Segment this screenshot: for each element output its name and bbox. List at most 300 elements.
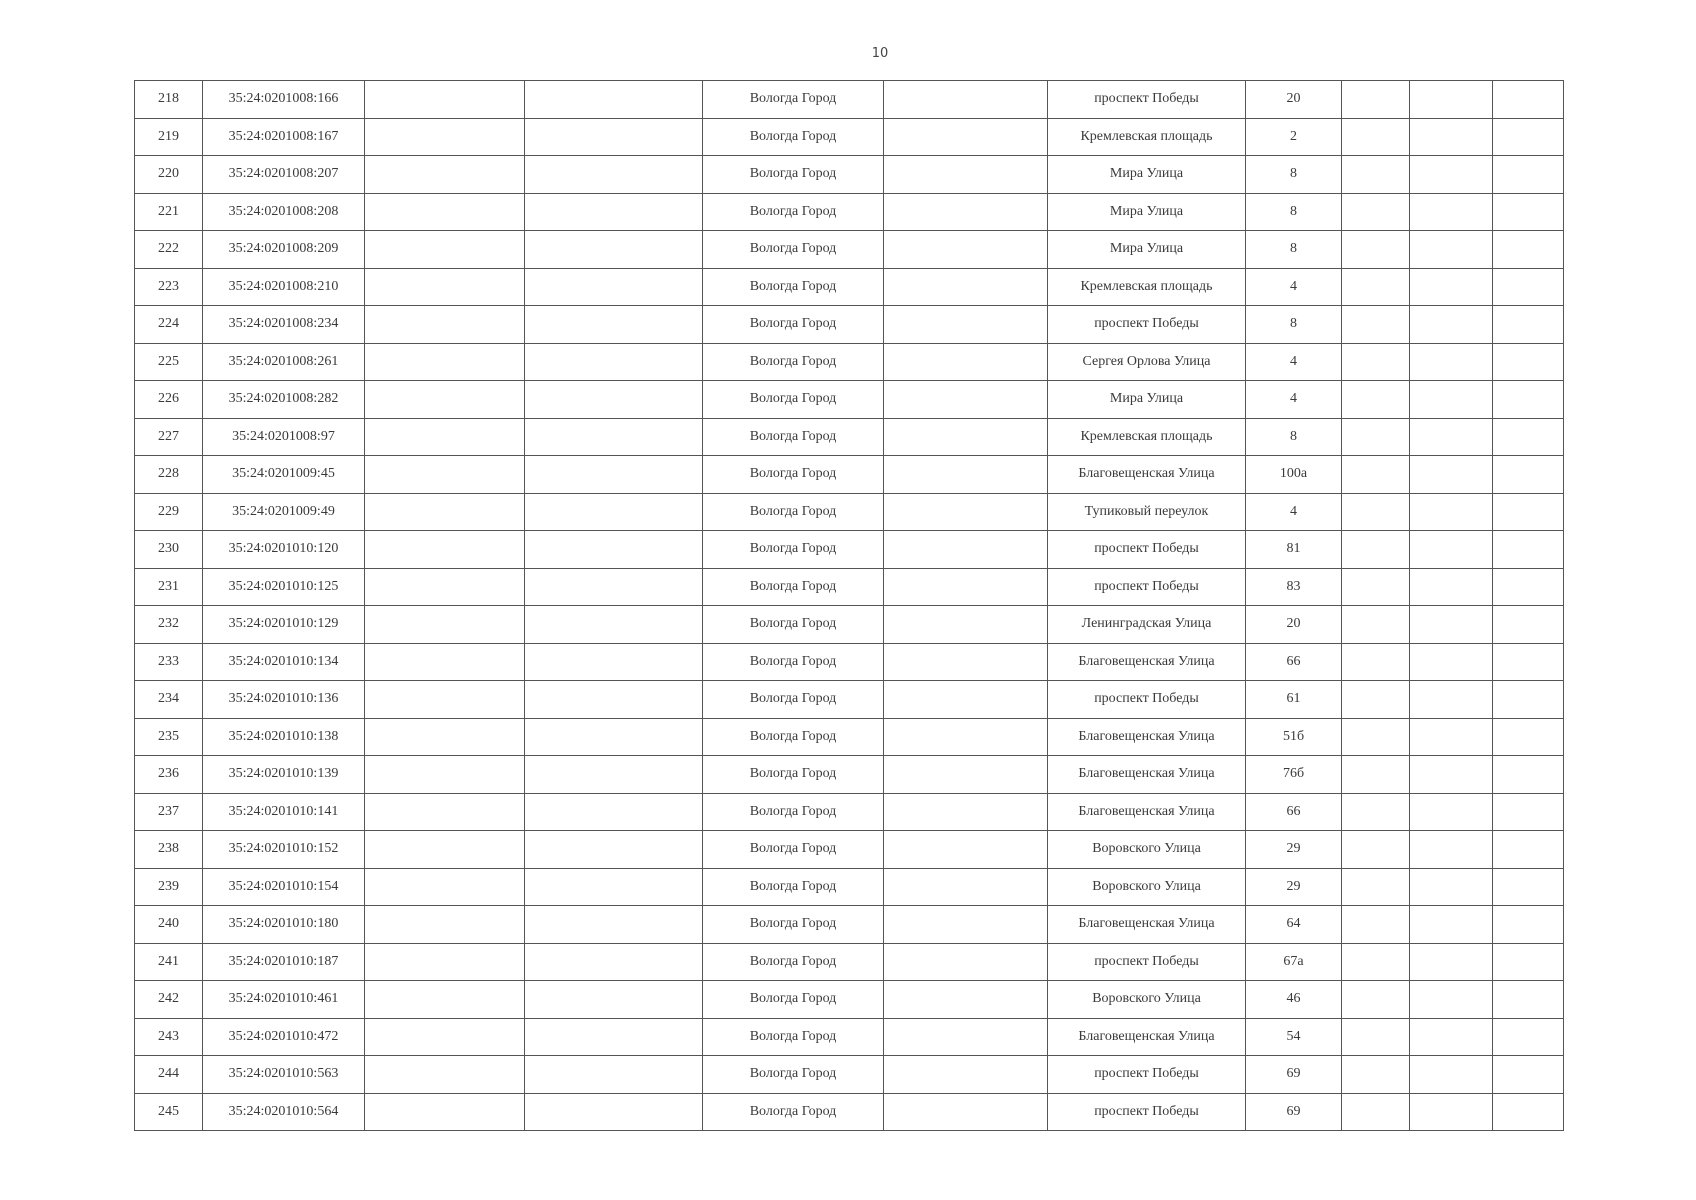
house-number-cell: 61: [1246, 681, 1342, 719]
empty-cell: [1410, 156, 1493, 194]
cadastral-number-cell: 35:24:0201008:97: [203, 418, 365, 456]
cadastral-number-cell: 35:24:0201010:564: [203, 1093, 365, 1131]
empty-cell: [884, 306, 1048, 344]
table-row: [135, 156, 1564, 194]
empty-cell: [884, 1018, 1048, 1056]
empty-cell: [1342, 643, 1410, 681]
row-number-cell: 237: [135, 793, 203, 831]
cadastral-number-cell: 35:24:0201010:120: [203, 531, 365, 569]
empty-cell: [1342, 418, 1410, 456]
house-number-cell: 54: [1246, 1018, 1342, 1056]
cadastral-number-cell: 35:24:0201010:136: [203, 681, 365, 719]
cadastral-number-cell: 35:24:0201010:461: [203, 981, 365, 1019]
empty-cell: [1493, 568, 1564, 606]
empty-cell: [1493, 343, 1564, 381]
empty-cell: [365, 681, 525, 719]
street-cell: Благовещенская Улица: [1048, 906, 1246, 944]
house-number-cell: 100а: [1246, 456, 1342, 494]
city-cell: Вологда Город: [703, 381, 884, 419]
table-row: [135, 943, 1564, 981]
table-row: [135, 981, 1564, 1019]
empty-cell: [1342, 793, 1410, 831]
house-number-cell: 83: [1246, 568, 1342, 606]
empty-cell: [1342, 718, 1410, 756]
empty-cell: [1342, 943, 1410, 981]
city-cell: Вологда Город: [703, 606, 884, 644]
city-cell: Вологда Город: [703, 268, 884, 306]
row-number-cell: 230: [135, 531, 203, 569]
empty-cell: [1493, 831, 1564, 869]
empty-cell: [1342, 268, 1410, 306]
empty-cell: [525, 868, 703, 906]
empty-cell: [365, 906, 525, 944]
empty-cell: [1410, 81, 1493, 119]
empty-cell: [1493, 1093, 1564, 1131]
table-row: [135, 193, 1564, 231]
street-cell: проспект Победы: [1048, 1056, 1246, 1094]
cadastral-number-cell: 35:24:0201010:180: [203, 906, 365, 944]
empty-cell: [1493, 793, 1564, 831]
city-cell: Вологда Город: [703, 418, 884, 456]
empty-cell: [365, 568, 525, 606]
row-number-cell: 218: [135, 81, 203, 119]
cadastral-number-cell: 35:24:0201009:49: [203, 493, 365, 531]
empty-cell: [1410, 1018, 1493, 1056]
house-number-cell: 46: [1246, 981, 1342, 1019]
house-number-cell: 8: [1246, 418, 1342, 456]
row-number-cell: 225: [135, 343, 203, 381]
city-cell: Вологда Город: [703, 1093, 884, 1131]
table-row: [135, 268, 1564, 306]
table-row: [135, 868, 1564, 906]
cadastral-number-cell: 35:24:0201008:261: [203, 343, 365, 381]
empty-cell: [1493, 268, 1564, 306]
empty-cell: [1493, 381, 1564, 419]
empty-cell: [1410, 231, 1493, 269]
empty-cell: [1342, 1018, 1410, 1056]
house-number-cell: 69: [1246, 1093, 1342, 1131]
empty-cell: [525, 156, 703, 194]
empty-cell: [1493, 1056, 1564, 1094]
empty-cell: [884, 831, 1048, 869]
empty-cell: [365, 793, 525, 831]
city-cell: Вологда Город: [703, 493, 884, 531]
street-cell: Тупиковый переулок: [1048, 493, 1246, 531]
house-number-cell: 4: [1246, 343, 1342, 381]
city-cell: Вологда Город: [703, 531, 884, 569]
table-row: [135, 81, 1564, 119]
house-number-cell: 51б: [1246, 718, 1342, 756]
empty-cell: [1410, 718, 1493, 756]
empty-cell: [525, 268, 703, 306]
empty-cell: [884, 981, 1048, 1019]
row-number-cell: 227: [135, 418, 203, 456]
empty-cell: [884, 156, 1048, 194]
empty-cell: [365, 1093, 525, 1131]
city-cell: Вологда Город: [703, 231, 884, 269]
city-cell: Вологда Город: [703, 681, 884, 719]
row-number-cell: 242: [135, 981, 203, 1019]
empty-cell: [1493, 756, 1564, 794]
empty-cell: [365, 606, 525, 644]
house-number-cell: 81: [1246, 531, 1342, 569]
empty-cell: [1342, 118, 1410, 156]
city-cell: Вологда Город: [703, 456, 884, 494]
street-cell: проспект Победы: [1048, 943, 1246, 981]
city-cell: Вологда Город: [703, 943, 884, 981]
empty-cell: [1410, 981, 1493, 1019]
table-row: [135, 756, 1564, 794]
house-number-cell: 4: [1246, 493, 1342, 531]
empty-cell: [884, 681, 1048, 719]
street-cell: Воровского Улица: [1048, 981, 1246, 1019]
house-number-cell: 29: [1246, 831, 1342, 869]
city-cell: Вологда Город: [703, 306, 884, 344]
street-cell: Благовещенская Улица: [1048, 456, 1246, 494]
cadastral-number-cell: 35:24:0201008:209: [203, 231, 365, 269]
empty-cell: [884, 568, 1048, 606]
empty-cell: [525, 681, 703, 719]
cadastral-number-cell: 35:24:0201010:563: [203, 1056, 365, 1094]
empty-cell: [1410, 756, 1493, 794]
city-cell: Вологда Город: [703, 868, 884, 906]
house-number-cell: 20: [1246, 606, 1342, 644]
empty-cell: [1410, 681, 1493, 719]
row-number-cell: 241: [135, 943, 203, 981]
cadastral-number-cell: 35:24:0201010:125: [203, 568, 365, 606]
empty-cell: [1410, 193, 1493, 231]
empty-cell: [1342, 456, 1410, 494]
empty-cell: [884, 493, 1048, 531]
empty-cell: [525, 193, 703, 231]
city-cell: Вологда Город: [703, 1056, 884, 1094]
empty-cell: [365, 418, 525, 456]
table-row: [135, 343, 1564, 381]
empty-cell: [1493, 306, 1564, 344]
empty-cell: [525, 568, 703, 606]
empty-cell: [525, 418, 703, 456]
street-cell: Мира Улица: [1048, 231, 1246, 269]
empty-cell: [365, 231, 525, 269]
empty-cell: [1410, 606, 1493, 644]
street-cell: Благовещенская Улица: [1048, 643, 1246, 681]
table-row: [135, 456, 1564, 494]
empty-cell: [525, 793, 703, 831]
empty-cell: [884, 418, 1048, 456]
empty-cell: [884, 118, 1048, 156]
empty-cell: [1493, 156, 1564, 194]
cadastral-number-cell: 35:24:0201010:129: [203, 606, 365, 644]
cadastral-number-cell: 35:24:0201008:210: [203, 268, 365, 306]
cadastral-number-cell: 35:24:0201009:45: [203, 456, 365, 494]
city-cell: Вологда Город: [703, 568, 884, 606]
empty-cell: [1493, 943, 1564, 981]
empty-cell: [525, 1056, 703, 1094]
row-number-cell: 224: [135, 306, 203, 344]
page-number: 10: [871, 46, 889, 61]
empty-cell: [525, 531, 703, 569]
row-number-cell: 240: [135, 906, 203, 944]
empty-cell: [1493, 643, 1564, 681]
empty-cell: [1410, 418, 1493, 456]
empty-cell: [1342, 868, 1410, 906]
street-cell: Мира Улица: [1048, 381, 1246, 419]
empty-cell: [1342, 906, 1410, 944]
empty-cell: [884, 756, 1048, 794]
table-row: [135, 231, 1564, 269]
row-number-cell: 222: [135, 231, 203, 269]
city-cell: Вологда Город: [703, 343, 884, 381]
street-cell: Благовещенская Улица: [1048, 1018, 1246, 1056]
empty-cell: [1493, 868, 1564, 906]
table-row: [135, 1093, 1564, 1131]
empty-cell: [1410, 381, 1493, 419]
cadastral-number-cell: 35:24:0201010:152: [203, 831, 365, 869]
cadastral-number-cell: 35:24:0201008:282: [203, 381, 365, 419]
table-row: [135, 118, 1564, 156]
table-row: [135, 418, 1564, 456]
street-cell: Сергея Орлова Улица: [1048, 343, 1246, 381]
city-cell: Вологда Город: [703, 793, 884, 831]
row-number-cell: 229: [135, 493, 203, 531]
empty-cell: [1493, 718, 1564, 756]
empty-cell: [1410, 531, 1493, 569]
empty-cell: [365, 981, 525, 1019]
empty-cell: [884, 793, 1048, 831]
row-number-cell: 219: [135, 118, 203, 156]
row-number-cell: 234: [135, 681, 203, 719]
empty-cell: [1410, 268, 1493, 306]
table-row: [135, 1018, 1564, 1056]
empty-cell: [525, 1018, 703, 1056]
empty-cell: [365, 193, 525, 231]
empty-cell: [1342, 756, 1410, 794]
empty-cell: [1493, 681, 1564, 719]
cadastral-number-cell: 35:24:0201008:167: [203, 118, 365, 156]
city-cell: Вологда Город: [703, 981, 884, 1019]
city-cell: Вологда Город: [703, 193, 884, 231]
empty-cell: [884, 268, 1048, 306]
empty-cell: [1410, 306, 1493, 344]
empty-cell: [365, 718, 525, 756]
house-number-cell: 66: [1246, 793, 1342, 831]
empty-cell: [1342, 531, 1410, 569]
city-cell: Вологда Город: [703, 906, 884, 944]
empty-cell: [1493, 193, 1564, 231]
empty-cell: [1493, 231, 1564, 269]
row-number-cell: 232: [135, 606, 203, 644]
street-cell: проспект Победы: [1048, 81, 1246, 119]
empty-cell: [1493, 418, 1564, 456]
house-number-cell: 2: [1246, 118, 1342, 156]
empty-cell: [1410, 118, 1493, 156]
street-cell: Воровского Улица: [1048, 868, 1246, 906]
cadastral-number-cell: 35:24:0201008:207: [203, 156, 365, 194]
empty-cell: [1410, 868, 1493, 906]
empty-cell: [1493, 606, 1564, 644]
house-number-cell: 4: [1246, 381, 1342, 419]
empty-cell: [1342, 193, 1410, 231]
cadastral-number-cell: 35:24:0201010:141: [203, 793, 365, 831]
row-number-cell: 220: [135, 156, 203, 194]
empty-cell: [1493, 456, 1564, 494]
street-cell: проспект Победы: [1048, 1093, 1246, 1131]
empty-cell: [1342, 306, 1410, 344]
empty-cell: [1410, 906, 1493, 944]
empty-cell: [1342, 381, 1410, 419]
street-cell: Воровского Улица: [1048, 831, 1246, 869]
empty-cell: [884, 906, 1048, 944]
city-cell: Вологда Город: [703, 756, 884, 794]
table-row: [135, 906, 1564, 944]
table-row: [135, 568, 1564, 606]
empty-cell: [525, 831, 703, 869]
empty-cell: [884, 606, 1048, 644]
street-cell: проспект Победы: [1048, 531, 1246, 569]
empty-cell: [1493, 493, 1564, 531]
empty-cell: [884, 868, 1048, 906]
empty-cell: [1493, 981, 1564, 1019]
row-number-cell: 245: [135, 1093, 203, 1131]
empty-cell: [1410, 568, 1493, 606]
cadastral-number-cell: 35:24:0201010:472: [203, 1018, 365, 1056]
city-cell: Вологда Город: [703, 718, 884, 756]
empty-cell: [1410, 1056, 1493, 1094]
row-number-cell: 233: [135, 643, 203, 681]
empty-cell: [365, 643, 525, 681]
row-number-cell: 236: [135, 756, 203, 794]
row-number-cell: 223: [135, 268, 203, 306]
empty-cell: [884, 943, 1048, 981]
street-cell: Благовещенская Улица: [1048, 793, 1246, 831]
house-number-cell: 8: [1246, 306, 1342, 344]
empty-cell: [1342, 343, 1410, 381]
house-number-cell: 8: [1246, 193, 1342, 231]
empty-cell: [365, 381, 525, 419]
empty-cell: [1342, 831, 1410, 869]
house-number-cell: 76б: [1246, 756, 1342, 794]
empty-cell: [525, 306, 703, 344]
empty-cell: [365, 943, 525, 981]
empty-cell: [884, 231, 1048, 269]
row-number-cell: 243: [135, 1018, 203, 1056]
empty-cell: [525, 381, 703, 419]
empty-cell: [884, 531, 1048, 569]
empty-cell: [884, 343, 1048, 381]
table-row: [135, 831, 1564, 869]
house-number-cell: 8: [1246, 231, 1342, 269]
empty-cell: [1410, 943, 1493, 981]
empty-cell: [365, 306, 525, 344]
table-row: [135, 681, 1564, 719]
table-row: [135, 531, 1564, 569]
city-cell: Вологда Город: [703, 643, 884, 681]
empty-cell: [884, 1056, 1048, 1094]
empty-cell: [884, 456, 1048, 494]
empty-cell: [1342, 156, 1410, 194]
registry-table: [134, 80, 1564, 1131]
street-cell: проспект Победы: [1048, 306, 1246, 344]
empty-cell: [525, 231, 703, 269]
empty-cell: [365, 831, 525, 869]
empty-cell: [884, 1093, 1048, 1131]
empty-cell: [1410, 793, 1493, 831]
street-cell: Ленинградская Улица: [1048, 606, 1246, 644]
city-cell: Вологда Город: [703, 156, 884, 194]
house-number-cell: 64: [1246, 906, 1342, 944]
empty-cell: [1493, 1018, 1564, 1056]
empty-cell: [365, 1056, 525, 1094]
empty-cell: [525, 343, 703, 381]
street-cell: Мира Улица: [1048, 193, 1246, 231]
empty-cell: [525, 943, 703, 981]
house-number-cell: 20: [1246, 81, 1342, 119]
table-row: [135, 606, 1564, 644]
table-row: [135, 718, 1564, 756]
street-cell: Кремлевская площадь: [1048, 418, 1246, 456]
empty-cell: [1342, 231, 1410, 269]
street-cell: Кремлевская площадь: [1048, 268, 1246, 306]
table-row: [135, 306, 1564, 344]
empty-cell: [1410, 643, 1493, 681]
street-cell: проспект Победы: [1048, 568, 1246, 606]
empty-cell: [1493, 118, 1564, 156]
empty-cell: [365, 156, 525, 194]
empty-cell: [525, 718, 703, 756]
empty-cell: [1342, 981, 1410, 1019]
row-number-cell: 239: [135, 868, 203, 906]
empty-cell: [1410, 456, 1493, 494]
cadastral-number-cell: 35:24:0201008:234: [203, 306, 365, 344]
empty-cell: [1493, 81, 1564, 119]
street-cell: Благовещенская Улица: [1048, 718, 1246, 756]
city-cell: Вологда Город: [703, 831, 884, 869]
table-row: [135, 643, 1564, 681]
empty-cell: [525, 756, 703, 794]
empty-cell: [1410, 831, 1493, 869]
empty-cell: [525, 906, 703, 944]
cadastral-number-cell: 35:24:0201010:138: [203, 718, 365, 756]
street-cell: Кремлевская площадь: [1048, 118, 1246, 156]
house-number-cell: 69: [1246, 1056, 1342, 1094]
house-number-cell: 67а: [1246, 943, 1342, 981]
street-cell: Благовещенская Улица: [1048, 756, 1246, 794]
empty-cell: [1342, 81, 1410, 119]
cadastral-number-cell: 35:24:0201008:208: [203, 193, 365, 231]
row-number-cell: 226: [135, 381, 203, 419]
row-number-cell: 228: [135, 456, 203, 494]
row-number-cell: 231: [135, 568, 203, 606]
empty-cell: [525, 643, 703, 681]
empty-cell: [1342, 606, 1410, 644]
row-number-cell: 235: [135, 718, 203, 756]
house-number-cell: 4: [1246, 268, 1342, 306]
empty-cell: [525, 81, 703, 119]
empty-cell: [1342, 1056, 1410, 1094]
cadastral-number-cell: 35:24:0201010:154: [203, 868, 365, 906]
house-number-cell: 29: [1246, 868, 1342, 906]
empty-cell: [1410, 343, 1493, 381]
empty-cell: [525, 606, 703, 644]
empty-cell: [525, 981, 703, 1019]
empty-cell: [1342, 568, 1410, 606]
row-number-cell: 238: [135, 831, 203, 869]
empty-cell: [365, 756, 525, 794]
registry-body: [135, 81, 1564, 1131]
cadastral-number-cell: 35:24:0201010:134: [203, 643, 365, 681]
table-row: [135, 381, 1564, 419]
empty-cell: [365, 1018, 525, 1056]
